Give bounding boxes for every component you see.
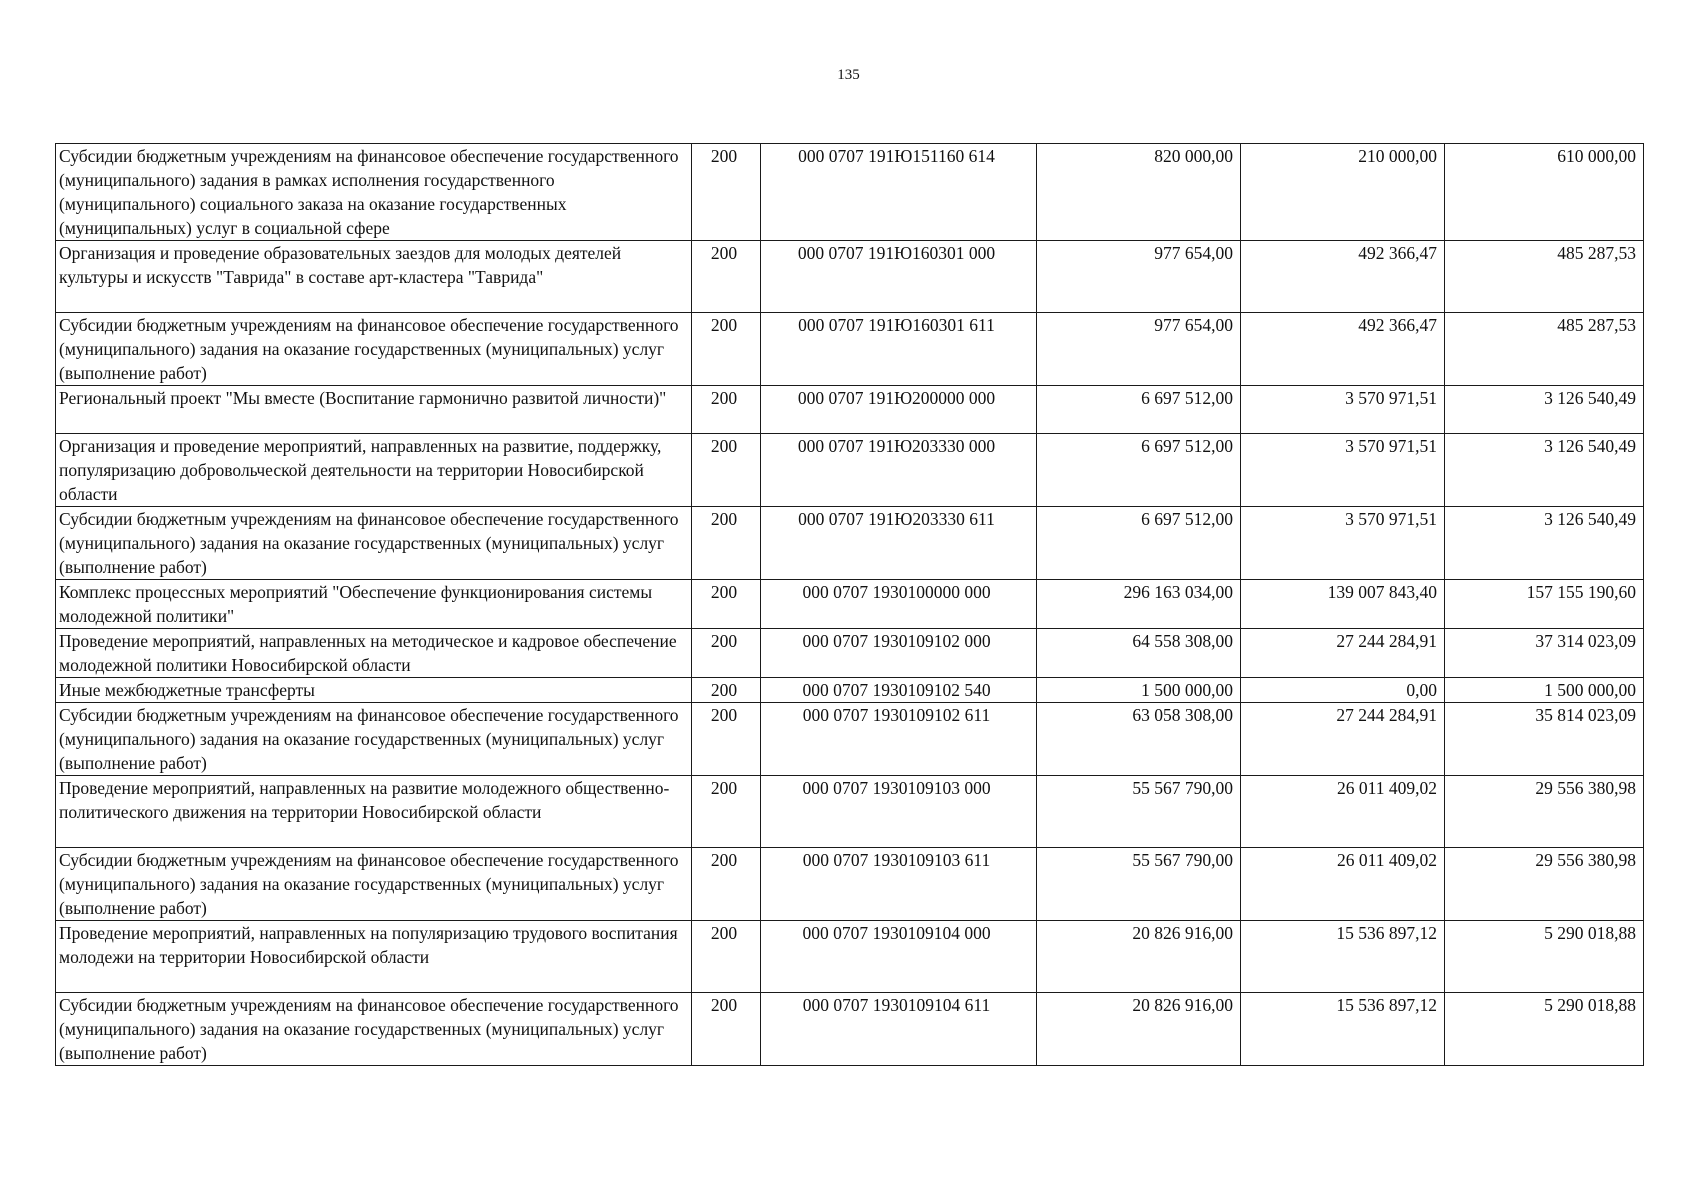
row-classification-code: 000 0707 191Ю200000 000 xyxy=(761,386,1037,434)
row-classification-code: 000 0707 1930109104 611 xyxy=(761,993,1037,1066)
row-executed-amount: 26 011 409,02 xyxy=(1241,776,1445,848)
row-approved-amount: 296 163 034,00 xyxy=(1037,580,1241,629)
row-unexecuted-amount: 610 000,00 xyxy=(1445,144,1644,241)
row-classification-code: 000 0707 191Ю203330 611 xyxy=(761,507,1037,580)
row-name: Субсидии бюджетным учреждениям на финансовое обеспечение государственного (муниципального) задания на оказание государственных (муниципальных) услуг (выполнение работ) xyxy=(56,848,692,921)
table-row xyxy=(56,386,1644,434)
row-unexecuted-amount: 3 126 540,49 xyxy=(1445,386,1644,434)
row-code: 200 xyxy=(692,434,761,507)
row-unexecuted-amount: 5 290 018,88 xyxy=(1445,921,1644,993)
row-approved-amount: 977 654,00 xyxy=(1037,313,1241,386)
row-code: 200 xyxy=(692,921,761,993)
row-classification-code: 000 0707 1930109102 611 xyxy=(761,703,1037,776)
row-approved-amount: 63 058 308,00 xyxy=(1037,703,1241,776)
table-row xyxy=(56,848,1644,921)
row-unexecuted-amount: 3 126 540,49 xyxy=(1445,507,1644,580)
row-code: 200 xyxy=(692,144,761,241)
row-approved-amount: 6 697 512,00 xyxy=(1037,386,1241,434)
row-executed-amount: 15 536 897,12 xyxy=(1241,993,1445,1066)
row-name: Субсидии бюджетным учреждениям на финансовое обеспечение государственного (муниципального) задания на оказание государственных (муниципальных) услуг (выполнение работ) xyxy=(56,703,692,776)
row-unexecuted-amount: 485 287,53 xyxy=(1445,313,1644,386)
table-row xyxy=(56,580,1644,629)
row-classification-code: 000 0707 1930109103 611 xyxy=(761,848,1037,921)
row-executed-amount: 139 007 843,40 xyxy=(1241,580,1445,629)
row-classification-code: 000 0707 1930109104 000 xyxy=(761,921,1037,993)
row-name: Региональный проект "Мы вместе (Воспитание гармонично развитой личности)" xyxy=(56,386,692,434)
row-executed-amount: 27 244 284,91 xyxy=(1241,703,1445,776)
row-unexecuted-amount: 5 290 018,88 xyxy=(1445,993,1644,1066)
table-row xyxy=(56,144,1644,241)
row-name: Комплекс процессных мероприятий "Обеспечение функционирования системы молодежной политики" xyxy=(56,580,692,629)
row-executed-amount: 3 570 971,51 xyxy=(1241,386,1445,434)
row-code: 200 xyxy=(692,678,761,703)
row-code: 200 xyxy=(692,507,761,580)
row-code: 200 xyxy=(692,776,761,848)
table-row xyxy=(56,776,1644,848)
row-unexecuted-amount: 1 500 000,00 xyxy=(1445,678,1644,703)
row-classification-code: 000 0707 1930100000 000 xyxy=(761,580,1037,629)
row-approved-amount: 20 826 916,00 xyxy=(1037,921,1241,993)
row-executed-amount: 15 536 897,12 xyxy=(1241,921,1445,993)
row-executed-amount: 27 244 284,91 xyxy=(1241,629,1445,678)
row-unexecuted-amount: 3 126 540,49 xyxy=(1445,434,1644,507)
table-row xyxy=(56,993,1644,1066)
row-approved-amount: 64 558 308,00 xyxy=(1037,629,1241,678)
table-row xyxy=(56,241,1644,313)
row-name: Проведение мероприятий, направленных на методическое и кадровое обеспечение молодежной политики Новосибирской области xyxy=(56,629,692,678)
row-name: Организация и проведение образовательных заездов для молодых деятелей культуры и искусств "Таврида" в составе арт-кластера "Таврида" xyxy=(56,241,692,313)
row-executed-amount: 492 366,47 xyxy=(1241,241,1445,313)
row-classification-code: 000 0707 191Ю160301 611 xyxy=(761,313,1037,386)
table-row xyxy=(56,507,1644,580)
table-row xyxy=(56,703,1644,776)
row-classification-code: 000 0707 191Ю160301 000 xyxy=(761,241,1037,313)
row-name: Субсидии бюджетным учреждениям на финансовое обеспечение государственного (муниципального) задания на оказание государственных (муниципальных) услуг (выполнение работ) xyxy=(56,507,692,580)
row-approved-amount: 1 500 000,00 xyxy=(1037,678,1241,703)
row-executed-amount: 3 570 971,51 xyxy=(1241,434,1445,507)
row-code: 200 xyxy=(692,386,761,434)
row-approved-amount: 6 697 512,00 xyxy=(1037,434,1241,507)
row-name: Субсидии бюджетным учреждениям на финансовое обеспечение государственного (муниципального) задания на оказание государственных (муниципальных) услуг (выполнение работ) xyxy=(56,313,692,386)
row-executed-amount: 492 366,47 xyxy=(1241,313,1445,386)
row-classification-code: 000 0707 1930109102 000 xyxy=(761,629,1037,678)
row-approved-amount: 55 567 790,00 xyxy=(1037,776,1241,848)
row-code: 200 xyxy=(692,993,761,1066)
row-name: Иные межбюджетные трансферты xyxy=(56,678,692,703)
row-executed-amount: 3 570 971,51 xyxy=(1241,507,1445,580)
row-unexecuted-amount: 157 155 190,60 xyxy=(1445,580,1644,629)
row-classification-code: 000 0707 191Ю203330 000 xyxy=(761,434,1037,507)
budget-execution-table xyxy=(55,143,1644,1066)
page-number: 135 xyxy=(837,67,860,83)
row-name: Субсидии бюджетным учреждениям на финансовое обеспечение государственного (муниципального) задания на оказание государственных (муниципальных) услуг (выполнение работ) xyxy=(56,993,692,1066)
row-name: Проведение мероприятий, направленных на развитие молодежного общественно-политического движения на территории Новосибирской области xyxy=(56,776,692,848)
row-approved-amount: 20 826 916,00 xyxy=(1037,993,1241,1066)
row-unexecuted-amount: 485 287,53 xyxy=(1445,241,1644,313)
row-unexecuted-amount: 37 314 023,09 xyxy=(1445,629,1644,678)
row-code: 200 xyxy=(692,241,761,313)
table-row xyxy=(56,921,1644,993)
row-classification-code: 000 0707 1930109102 540 xyxy=(761,678,1037,703)
row-approved-amount: 820 000,00 xyxy=(1037,144,1241,241)
row-classification-code: 000 0707 191Ю151160 614 xyxy=(761,144,1037,241)
table-row xyxy=(56,629,1644,678)
table-row xyxy=(56,678,1644,703)
row-code: 200 xyxy=(692,629,761,678)
row-approved-amount: 977 654,00 xyxy=(1037,241,1241,313)
row-code: 200 xyxy=(692,313,761,386)
row-name: Организация и проведение мероприятий, направленных на развитие, поддержку, популяризацию добровольческой деятельности на территории Новосибирской области xyxy=(56,434,692,507)
row-unexecuted-amount: 29 556 380,98 xyxy=(1445,776,1644,848)
row-unexecuted-amount: 29 556 380,98 xyxy=(1445,848,1644,921)
row-name: Субсидии бюджетным учреждениям на финансовое обеспечение государственного (муниципального) задания в рамках исполнения государственного (муниципального) социального заказа на оказание государственных (муниципальных) услуг в социальной сфере xyxy=(56,144,692,241)
row-executed-amount: 210 000,00 xyxy=(1241,144,1445,241)
table-row xyxy=(56,313,1644,386)
row-code: 200 xyxy=(692,703,761,776)
row-name: Проведение мероприятий, направленных на популяризацию трудового воспитания молодежи на территории Новосибирской области xyxy=(56,921,692,993)
table-row xyxy=(56,434,1644,507)
row-executed-amount: 26 011 409,02 xyxy=(1241,848,1445,921)
row-approved-amount: 6 697 512,00 xyxy=(1037,507,1241,580)
row-classification-code: 000 0707 1930109103 000 xyxy=(761,776,1037,848)
row-approved-amount: 55 567 790,00 xyxy=(1037,848,1241,921)
row-unexecuted-amount: 35 814 023,09 xyxy=(1445,703,1644,776)
row-code: 200 xyxy=(692,580,761,629)
row-code: 200 xyxy=(692,848,761,921)
row-executed-amount: 0,00 xyxy=(1241,678,1445,703)
